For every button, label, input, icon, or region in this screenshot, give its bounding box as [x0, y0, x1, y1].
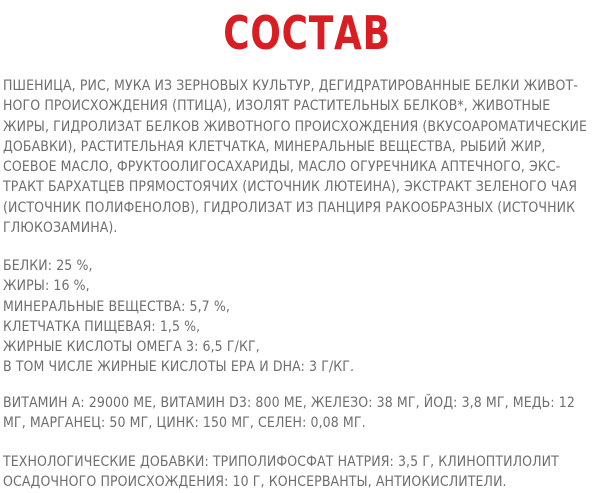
ingredients-line: (ИСТОЧНИК ПОЛИФЕНОЛОВ), ГИДРОЛИЗАТ ИЗ ПАНЦИРЯ РАКООБРАЗНЫХ (ИСТОЧНИК	[3, 199, 576, 216]
ingredients-line: ПШЕНИЦА, РИС, МУКА ИЗ ЗЕРНОВЫХ КУЛЬТУР, ДЕГИДРАТИРОВАННЫЕ БЕЛКИ ЖИВОТ-	[3, 78, 578, 94]
nutrient-line: ЖИРЫ: 16 %,	[3, 278, 90, 295]
nutrient-line: ЖИРНЫЕ КИСЛОТЫ ОМЕГА 3: 6,5 Г/КГ,	[3, 339, 260, 356]
nutrient-line: БЕЛКИ: 25 %,	[3, 258, 93, 274]
nutrient-line: КЛЕТЧАТКА ПИЩЕВАЯ: 1,5 %,	[3, 318, 201, 335]
ingredients-line: ГЛЮКОЗАМИНА).	[3, 220, 118, 237]
ingredients-paragraph	[3, 76, 609, 238]
vitamin-line: ВИТАМИН А: 29000 МЕ, ВИТАМИН D3: 800 МЕ, ЖЕЛЕЗО: 38 МГ, ЙОД: 3,8 МГ, МЕДЬ: 12	[3, 395, 575, 411]
ingredients-line: СОЕВОЕ МАСЛО, ФРУКТООЛИГОСАХАРИДЫ, МАСЛО ОГУРЕЧНИКА АПТЕЧНОГО, ЭКС-	[3, 159, 561, 176]
additive-line: ТЕХНОЛОГИЧЕСКИЕ ДОБАВКИ: ТРИПОЛИФОСФАТ НАТРИЯ: 3,5 Г, КЛИНОПТИЛОЛИТ	[3, 454, 559, 470]
nutrient-line: В ТОМ ЧИСЛЕ ЖИРНЫЕ КИСЛОТЫ ЕРА И DHA: 3 Г/КГ.	[3, 359, 355, 376]
vitamins-paragraph	[3, 393, 609, 434]
additives-paragraph	[3, 452, 609, 493]
nutrients-list	[3, 256, 609, 378]
ingredients-line: ДОБАВКИ), РАСТИТЕЛЬНАЯ КЛЕТЧАТКА, МИНЕРАЛЬНЫЕ ВЕЩЕСТВА, РЫБИЙ ЖИР,	[3, 138, 546, 155]
nutrient-line: МИНЕРАЛЬНЫЕ ВЕЩЕСТВА: 5,7 %,	[3, 298, 230, 315]
ingredients-line: ЖИРЫ, ГИДРОЛИЗАТ БЕЛКОВ ЖИВОТНОГО ПРОИСХОЖДЕНИЯ (ВКУСОАРОМАТИЧЕСКИЕ	[3, 118, 588, 135]
ingredients-line: НОГО ПРОИСХОЖДЕНИЯ (ПТИЦА), ИЗОЛЯТ РАСТИТЕЛЬНЫХ БЕЛКОВ*, ЖИВОТНЫЕ	[3, 98, 551, 115]
vitamin-line: МГ, МАРГАНЕЦ: 50 МГ, ЦИНК: 150 МГ, СЕЛЕН: 0,08 МГ.	[3, 415, 366, 432]
additive-line: ОСАДОЧНОГО ПРОИСХОЖДЕНИЯ: 10 Г, КОНСЕРВАНТЫ, АНТИОКИСЛИТЕЛИ.	[3, 474, 507, 491]
page-title: СОСТАВ	[223, 6, 391, 60]
ingredients-line: ТРАКТ БАРХАТЦЕВ ПРЯМОСТОЯЧИХ (ИСТОЧНИК ЛЮТЕИНА), ЭКСТРАКТ ЗЕЛЕНОГО ЧАЯ	[3, 179, 578, 196]
